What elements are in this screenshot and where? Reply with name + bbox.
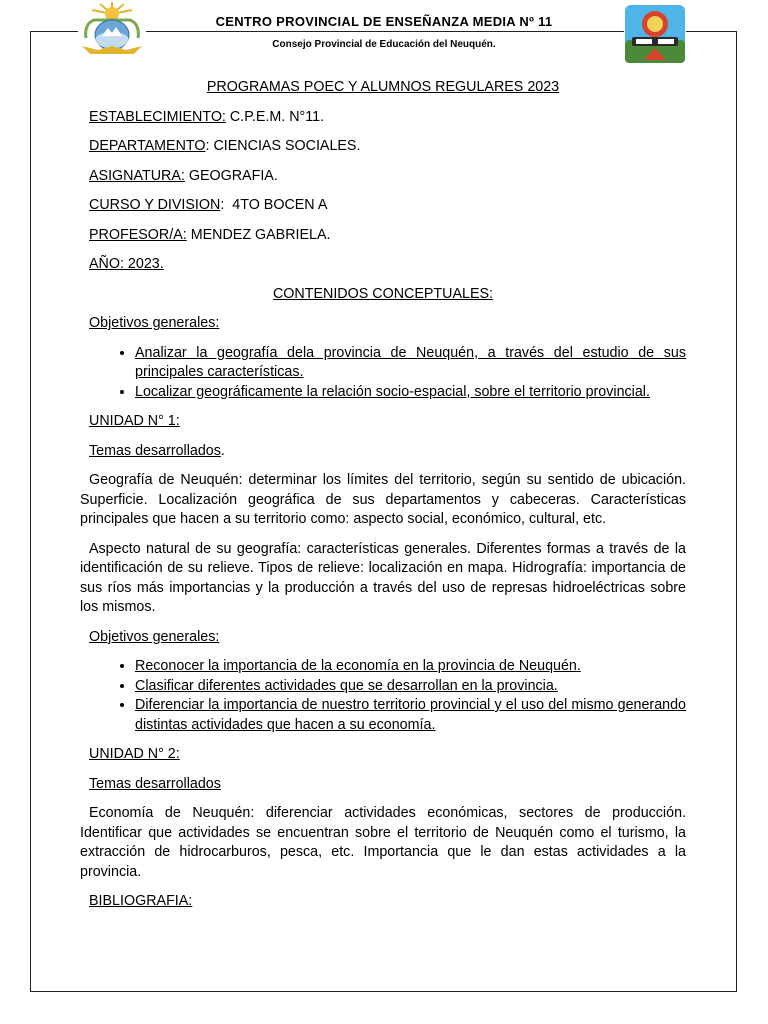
- temas-2-paragraph: Economía de Neuquén: diferenciar actividades económicas, sectores de producción. Identificar que actividades se encuentran sobre el territorio de Neuquén como el turismo, la extracción de hidrocarburos, pesca, etc. Importancia que le dan estas actividades a la provincia.: [80, 805, 686, 880]
- field-value: GEOGRAFIA.: [184, 167, 278, 184]
- field-value: : CIENCIAS SOCIALES.: [205, 138, 361, 154]
- bibliografia-heading: BIBLIOGRAFIA:: [89, 893, 193, 909]
- header-subtitle: Consejo Provincial de Educación del Neuquén.: [272, 39, 496, 50]
- list-item: • Analizar la geografía dela provincia de Neuquén, a través del estudio de sus principales características.: [135, 344, 686, 383]
- temas-1-paragraph-1: Geografía de Neuquén: determinar los límites del territorio, según su sentido de ubicación. Superficie. Localización geográfica de sus departamentos y cabeceras. Características principales que hacen a su territorio como: aspecto social, económico, cultural, etc.: [80, 472, 686, 527]
- temas-suffix: .: [220, 442, 225, 459]
- field-label: ESTABLECIMIENTO:: [89, 108, 226, 125]
- objetivos-list-1: [80, 344, 686, 403]
- field-label: PROFESOR/A:: [89, 226, 187, 243]
- temas-heading-2: Temas desarrollados: [89, 775, 221, 792]
- field-label: ASIGNATURA:: [89, 167, 185, 184]
- contenidos-heading: CONTENIDOS CONCEPTUALES:: [272, 285, 494, 302]
- field-curso: [80, 196, 686, 216]
- unidad-2-heading: UNIDAD N° 2:: [89, 746, 180, 762]
- field-departamento: [80, 137, 686, 157]
- field-profesor: [80, 226, 686, 246]
- field-asignatura: [80, 167, 686, 187]
- field-label: DEPARTAMENTO: [89, 138, 206, 154]
- list-item: • Clasificar diferentes actividades que se desarrollan en la provincia.: [135, 677, 686, 697]
- document-body: [80, 78, 686, 912]
- field-value: MENDEZ GABRIELA.: [186, 226, 331, 243]
- field-value: C.P.E.M. N°11.: [225, 108, 325, 125]
- list-item: • Localizar geográficamente la relación socio-espacial, sobre el territorio provincial.: [135, 383, 686, 403]
- header-title: CENTRO PROVINCIAL DE ENSEÑANZA MEDIA Nº 11: [215, 14, 553, 29]
- document-title: PROGRAMAS POEC Y ALUMNOS REGULARES 2023: [206, 79, 560, 95]
- school-logo-icon: [624, 4, 686, 64]
- temas-heading-1: [80, 442, 686, 462]
- list-item: • Reconocer la importancia de la economía en la provincia de Neuquén.: [135, 657, 686, 677]
- field-establecimiento: [80, 108, 686, 128]
- objetivos-heading-1: Objetivos generales:: [89, 315, 220, 331]
- objetivos-heading-2: Objetivos generales:: [89, 628, 220, 645]
- objetivos-list-2: [80, 657, 686, 735]
- field-label: CURSO Y DIVISION: [89, 197, 221, 213]
- field-anio: [80, 255, 686, 275]
- temas-1-paragraph-2: Aspecto natural de su geografía: características generales. Diferentes formas a través de la identificación de su relieve. Tipos de relieve: localización en mapa. Hidrografía: importancia de sus ríos más importancias y la producción a través del uso de represas hidroeléctricas sobre los mismos.: [80, 540, 686, 615]
- field-value: : 4TO BOCEN A: [220, 197, 328, 213]
- field-label: AÑO: 2023.: [89, 256, 164, 272]
- unidad-1-heading: UNIDAD N° 1:: [89, 413, 180, 429]
- temas-label: Temas desarrollados: [89, 442, 221, 459]
- list-item: • Diferenciar la importancia de nuestro territorio provincial y el uso del mismo generando distintas actividades que hacen a su economía.: [135, 696, 686, 735]
